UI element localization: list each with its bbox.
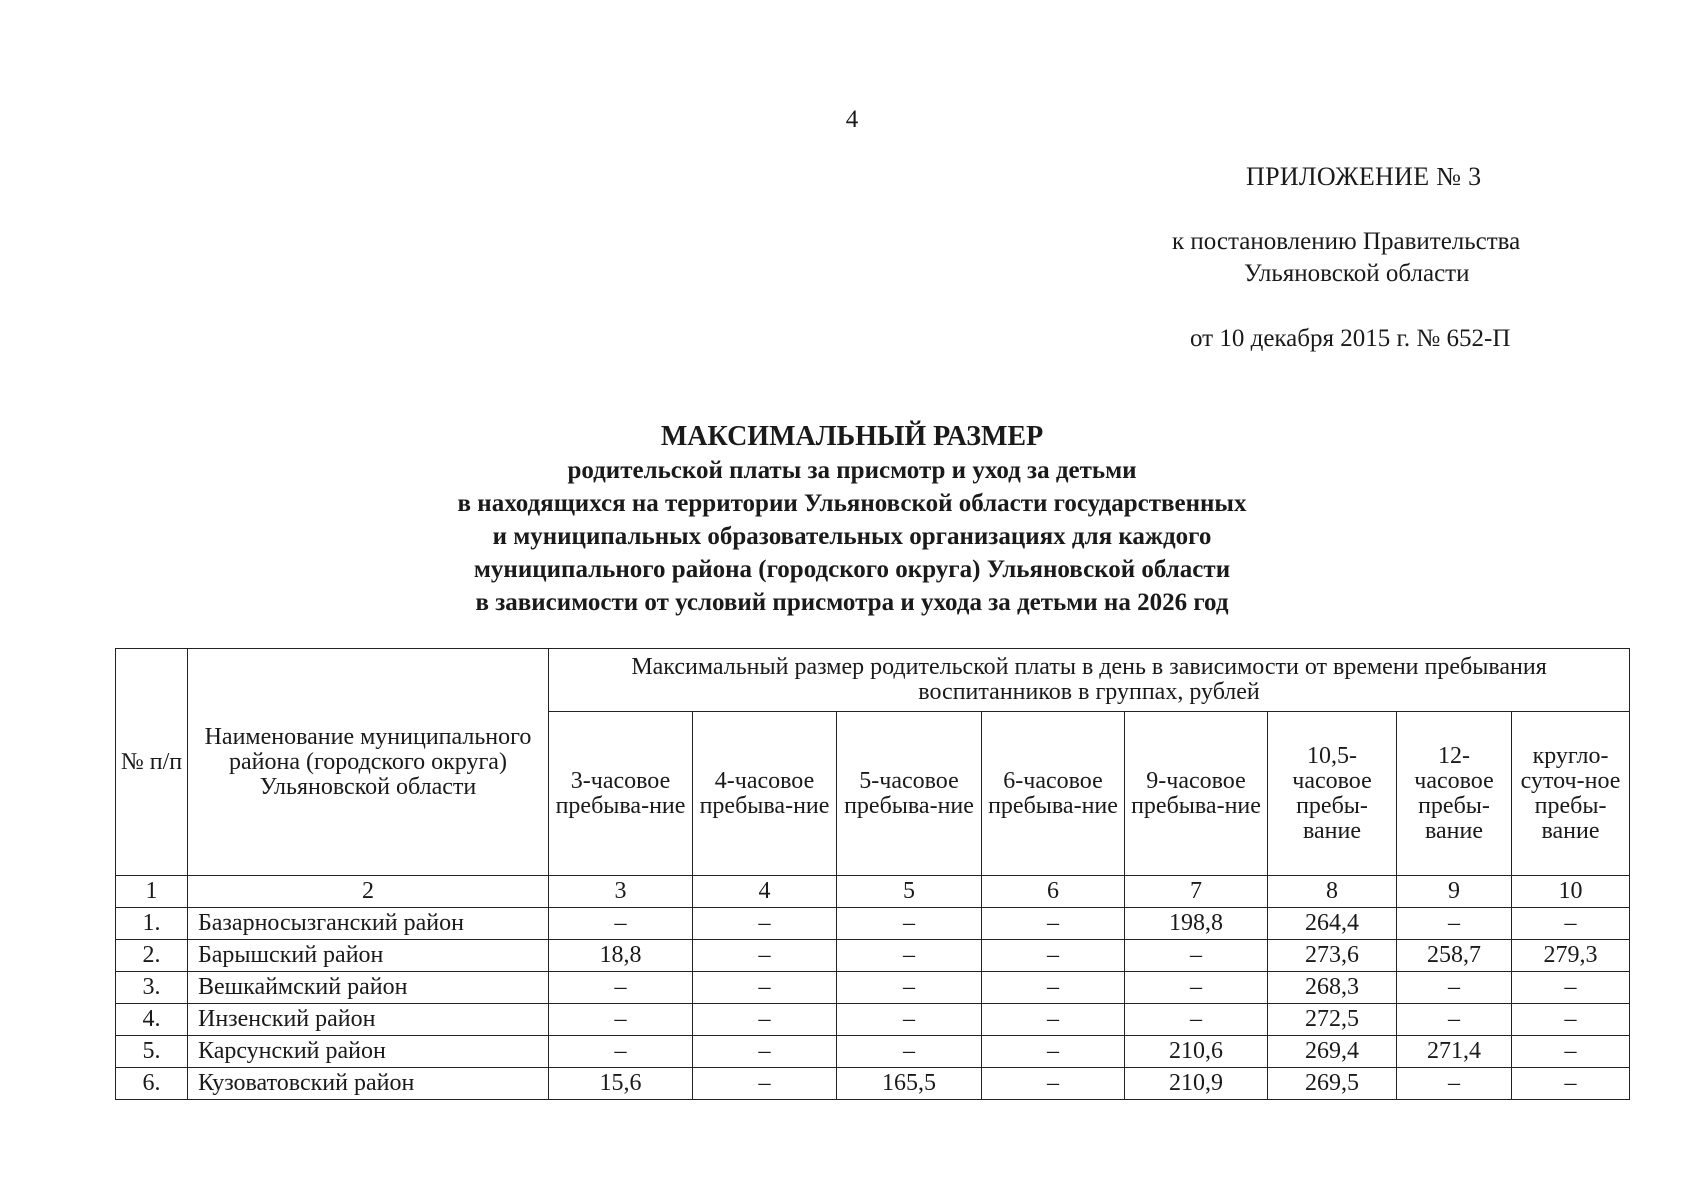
- decree-reference-line2: Ульяновской области: [1244, 260, 1470, 287]
- appendix-label: ПРИЛОЖЕНИЕ № 3: [1246, 162, 1482, 191]
- fee-cell: 210,6: [1125, 1036, 1268, 1068]
- document-title: [0, 420, 1704, 619]
- fee-cell: –: [837, 972, 982, 1004]
- title-line: в находящихся на территории Ульяновской области государственных: [457, 490, 1247, 517]
- fee-cell: –: [1397, 908, 1512, 940]
- fee-cell: 269,4: [1268, 1036, 1397, 1068]
- header-4h: 4-часовое пребыва-ние: [693, 712, 837, 876]
- row-number: 4.: [116, 1004, 188, 1036]
- title-line: муниципального района (городского округа) Ульяновской области: [473, 556, 1231, 583]
- fee-cell: –: [1125, 972, 1268, 1004]
- column-number: 1: [116, 876, 188, 908]
- fee-cell: –: [837, 1004, 982, 1036]
- header-5h: 5-часовое пребыва-ние: [837, 712, 982, 876]
- fee-cell: 165,5: [837, 1068, 982, 1100]
- fee-cell: –: [982, 972, 1125, 1004]
- fee-cell: –: [982, 1068, 1125, 1100]
- title-main: МАКСИМАЛЬНЫЙ РАЗМЕР: [660, 421, 1044, 452]
- fee-cell: –: [693, 1004, 837, 1036]
- table-row: [116, 1068, 1630, 1100]
- fee-cell: –: [1512, 1004, 1630, 1036]
- header-fee-group: Максимальный размер родительской платы в день в зависимости от времени пребывания воспитанников в группах, рублей: [549, 649, 1630, 712]
- column-number: 7: [1125, 876, 1268, 908]
- decree-reference-line1: к постановлению Правительства: [1172, 228, 1521, 255]
- title-line: и муниципальных образовательных организациях для каждого: [492, 523, 1212, 550]
- column-number: 3: [549, 876, 693, 908]
- header-3h: 3-часовое пребыва-ние: [549, 712, 693, 876]
- table-row: [116, 1004, 1630, 1036]
- column-number: 10: [1512, 876, 1630, 908]
- column-number: 5: [837, 876, 982, 908]
- fee-cell: –: [982, 940, 1125, 972]
- header-24h: кругло-суточ-ное пребы-вание: [1512, 712, 1630, 876]
- decree-date: от 10 декабря 2015 г. № 652-П: [1190, 325, 1511, 352]
- fee-cell: –: [549, 908, 693, 940]
- row-number: 3.: [116, 972, 188, 1004]
- fee-cell: –: [837, 940, 982, 972]
- column-number: 2: [188, 876, 549, 908]
- district-name: Вешкаймский район: [188, 972, 549, 1004]
- row-number: 6.: [116, 1068, 188, 1100]
- fee-cell: –: [837, 908, 982, 940]
- district-name: Карсунский район: [188, 1036, 549, 1068]
- district-name: Кузоватовский район: [188, 1068, 549, 1100]
- fee-cell: –: [1397, 1068, 1512, 1100]
- district-name: Базарносызганский район: [188, 908, 549, 940]
- row-number: 1.: [116, 908, 188, 940]
- district-name: Барышский район: [188, 940, 549, 972]
- row-number: 2.: [116, 940, 188, 972]
- fee-cell: 18,8: [549, 940, 693, 972]
- fee-cell: –: [549, 1036, 693, 1068]
- table-row: [116, 940, 1630, 972]
- district-name: Инзенский район: [188, 1004, 549, 1036]
- column-number: 9: [1397, 876, 1512, 908]
- fee-cell: 15,6: [549, 1068, 693, 1100]
- fee-cell: –: [693, 1068, 837, 1100]
- header-number: № п/п: [116, 649, 188, 876]
- table-row: [116, 908, 1630, 940]
- fee-cell: 269,5: [1268, 1068, 1397, 1100]
- header-district-name: Наименование муниципального района (городского округа) Ульяновской области: [188, 649, 549, 876]
- column-number: 8: [1268, 876, 1397, 908]
- fee-cell: 264,4: [1268, 908, 1397, 940]
- header-10-5h: 10,5-часовое пребы-вание: [1268, 712, 1397, 876]
- fee-cell: –: [693, 1036, 837, 1068]
- fee-cell: –: [1125, 940, 1268, 972]
- fee-cell: 258,7: [1397, 940, 1512, 972]
- fee-cell: –: [693, 908, 837, 940]
- fee-cell: –: [837, 1036, 982, 1068]
- fee-cell: –: [549, 1004, 693, 1036]
- header-6h: 6-часовое пребыва-ние: [982, 712, 1125, 876]
- fee-cell: –: [1512, 908, 1630, 940]
- fee-cell: –: [549, 972, 693, 1004]
- fee-cell: 271,4: [1397, 1036, 1512, 1068]
- title-line: в зависимости от условий присмотра и ухода за детьми на 2026 год: [475, 589, 1229, 616]
- page-number: 4: [845, 106, 859, 133]
- fee-cell: 272,5: [1268, 1004, 1397, 1036]
- fee-cell: –: [693, 940, 837, 972]
- fee-cell: –: [982, 1036, 1125, 1068]
- table-row: [116, 1036, 1630, 1068]
- fee-cell: 279,3: [1512, 940, 1630, 972]
- fee-cell: 268,3: [1268, 972, 1397, 1004]
- fee-cell: 210,9: [1125, 1068, 1268, 1100]
- column-number-row: [116, 876, 1630, 908]
- column-number: 4: [693, 876, 837, 908]
- fee-cell: –: [1397, 972, 1512, 1004]
- row-number: 5.: [116, 1036, 188, 1068]
- fee-cell: –: [1512, 972, 1630, 1004]
- fee-cell: –: [693, 972, 837, 1004]
- title-line: родительской платы за присмотр и уход за детьми: [567, 457, 1137, 484]
- fee-cell: –: [1397, 1004, 1512, 1036]
- fee-cell: 198,8: [1125, 908, 1268, 940]
- fee-cell: –: [1512, 1068, 1630, 1100]
- fee-cell: –: [982, 908, 1125, 940]
- fee-cell: –: [982, 1004, 1125, 1036]
- fee-cell: –: [1125, 1004, 1268, 1036]
- fee-table: [115, 648, 1630, 1100]
- fee-cell: 273,6: [1268, 940, 1397, 972]
- column-number: 6: [982, 876, 1125, 908]
- header-9h: 9-часовое пребыва-ние: [1125, 712, 1268, 876]
- table-row: [116, 972, 1630, 1004]
- header-12h: 12-часовое пребы-вание: [1397, 712, 1512, 876]
- fee-cell: –: [1512, 1036, 1630, 1068]
